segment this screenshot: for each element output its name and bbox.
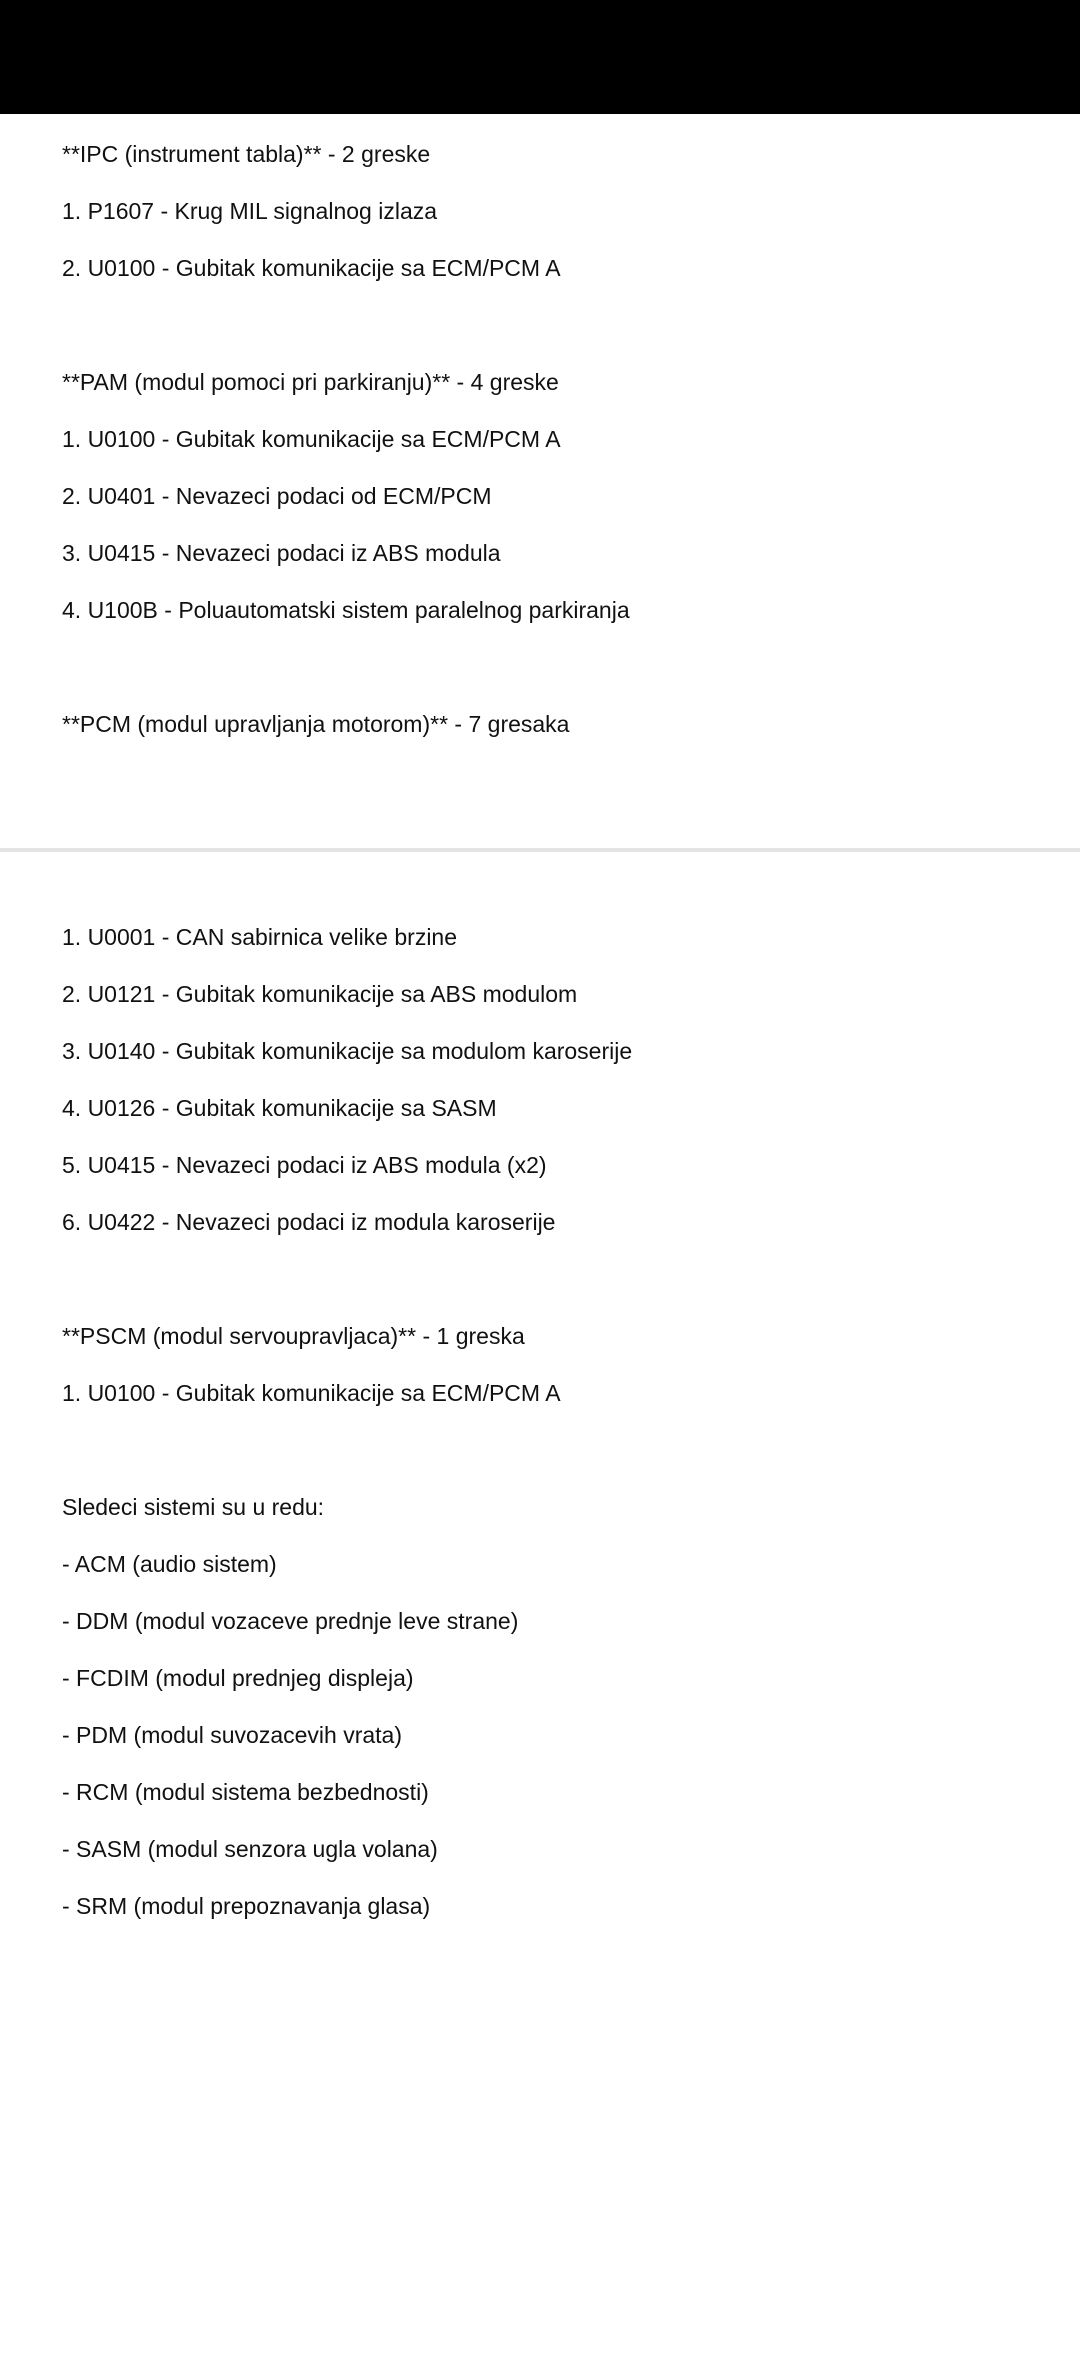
section-heading-pscm: **PSCM (modul servoupravljaca)** - 1 greska — [62, 1323, 525, 1349]
ok-system-item: - RCM (modul sistema bezbednosti) — [62, 1779, 429, 1805]
list-item: 3. U0415 - Nevazeci podaci iz ABS modula — [62, 540, 501, 566]
list-item: 1. P1607 - Krug MIL signalnog izlaza — [62, 198, 438, 224]
ok-system-item: - DDM (modul vozaceve prednje leve strane) — [62, 1608, 519, 1634]
list-item: 2. U0401 - Nevazeci podaci od ECM/PCM — [62, 483, 492, 509]
status-bar — [0, 0, 1080, 114]
divider — [0, 848, 1080, 852]
list-item: 2. U0100 - Gubitak komunikacije sa ECM/PCM A — [62, 255, 561, 281]
ok-system-item: - ACM (audio sistem) — [62, 1551, 277, 1577]
list-item: 1. U0100 - Gubitak komunikacije sa ECM/PCM A — [62, 426, 561, 452]
list-item: 3. U0140 - Gubitak komunikacije sa modulom karoserije — [62, 1038, 633, 1064]
ok-system-item: - SRM (modul prepoznavanja glasa) — [62, 1893, 431, 1919]
list-item: 6. U0422 - Nevazeci podaci iz modula karoserije — [62, 1209, 556, 1235]
section-heading-pcm: **PCM (modul upravljanja motorom)** - 7 gresaka — [62, 711, 570, 737]
ok-systems-heading: Sledeci sistemi su u redu: — [62, 1494, 325, 1520]
list-item: 1. U0100 - Gubitak komunikacije sa ECM/PCM A — [62, 1380, 561, 1406]
ok-system-item: - PDM (modul suvozacevih vrata) — [62, 1722, 402, 1748]
list-item: 1. U0001 - CAN sabirnica velike brzine — [62, 924, 458, 950]
list-item: 4. U100B - Poluautomatski sistem paralelnog parkiranja — [62, 597, 630, 623]
ok-system-item: - SASM (modul senzora ugla volana) — [62, 1836, 438, 1862]
list-item: 2. U0121 - Gubitak komunikacije sa ABS modulom — [62, 981, 578, 1007]
list-item: 5. U0415 - Nevazeci podaci iz ABS modula (x2) — [62, 1152, 547, 1178]
section-heading-pam: **PAM (modul pomoci pri parkiranju)** - 4 greske — [62, 369, 559, 395]
list-item: 4. U0126 - Gubitak komunikacije sa SASM — [62, 1095, 497, 1121]
section-heading-ipc: **IPC (instrument tabla)** - 2 greske — [62, 141, 431, 167]
ok-system-item: - FCDIM (modul prednjeg displeja) — [62, 1665, 414, 1691]
